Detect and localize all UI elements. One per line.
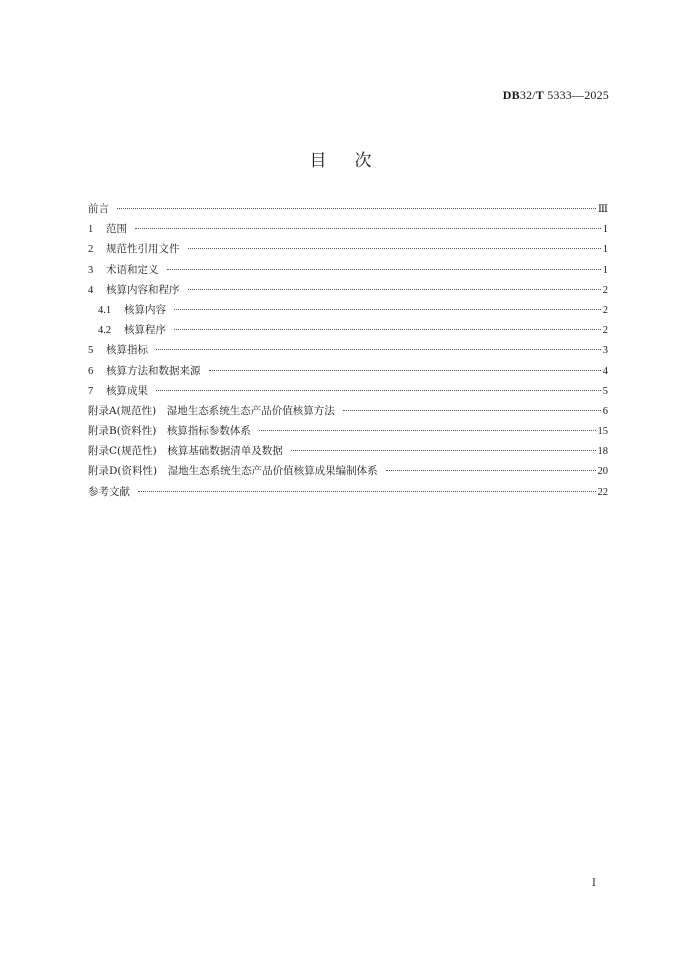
toc-dot-leader bbox=[188, 247, 601, 249]
toc-entry-appendix-d[interactable] bbox=[88, 461, 608, 481]
toc-entry-number: 3 bbox=[88, 264, 94, 276]
toc-entry-accounting-procedure[interactable] bbox=[88, 320, 608, 340]
toc-entry-indicators[interactable] bbox=[88, 340, 608, 360]
toc-entry-terms-definitions[interactable] bbox=[88, 260, 608, 280]
toc-entry-page: 4 bbox=[602, 365, 608, 377]
toc-entry-page: 1 bbox=[602, 224, 608, 236]
toc-entry-page: 15 bbox=[597, 426, 608, 438]
toc-entry-bibliography[interactable] bbox=[88, 482, 608, 502]
toc-entry-label: 范围 bbox=[106, 223, 127, 236]
toc-entry-label: 规范性引用文件 bbox=[106, 243, 180, 256]
toc-dot-leader bbox=[343, 409, 601, 411]
toc-entry-page: 5 bbox=[602, 385, 608, 397]
toc-entry-methods-data-sources[interactable] bbox=[88, 361, 608, 381]
toc-dot-leader bbox=[174, 308, 601, 310]
toc-entry-label: 核算方法和数据来源 bbox=[106, 364, 201, 377]
toc-entry-page: 6 bbox=[602, 405, 608, 417]
toc-entry-label: 核算内容和程序 bbox=[106, 283, 180, 296]
toc-dot-leader bbox=[209, 369, 601, 371]
toc-entry-label: 附录D(资料性) 湿地生态系统生态产品价值核算成果编制体系 bbox=[88, 465, 378, 478]
toc-entry-number: 1 bbox=[88, 224, 94, 236]
toc-entry-page: Ⅲ bbox=[597, 204, 608, 215]
toc-dot-leader bbox=[386, 469, 596, 471]
doc-code-number: 5333—2025 bbox=[544, 88, 609, 102]
toc-dot-leader bbox=[156, 348, 601, 350]
toc-dot-leader bbox=[156, 389, 601, 391]
toc-entry-label: 参考文献 bbox=[88, 485, 130, 498]
toc-entry-page: 2 bbox=[602, 325, 608, 337]
toc-entry-label: 术语和定义 bbox=[106, 263, 159, 276]
toc-entry-content-procedure[interactable] bbox=[88, 280, 608, 300]
toc-entry-appendix-b[interactable] bbox=[88, 421, 608, 441]
toc-dot-leader bbox=[259, 429, 596, 431]
doc-code-type: T bbox=[535, 88, 544, 102]
toc-entry-label: 核算成果 bbox=[106, 384, 148, 397]
toc-entry-page: 20 bbox=[597, 466, 608, 478]
toc-entry-label: 核算内容 bbox=[124, 303, 166, 316]
page-number: Ⅰ bbox=[592, 878, 596, 889]
toc-dot-leader bbox=[188, 288, 601, 290]
toc-entry-page: 2 bbox=[602, 304, 608, 316]
toc-entry-results[interactable] bbox=[88, 381, 608, 401]
toc-entry-label: 核算程序 bbox=[124, 324, 166, 337]
toc-entry-label: 前言 bbox=[88, 203, 109, 215]
toc-entry-appendix-a[interactable] bbox=[88, 401, 608, 421]
toc-title: 目次 bbox=[309, 151, 400, 171]
toc-dot-leader bbox=[135, 227, 601, 229]
doc-code-region: 32/ bbox=[519, 88, 536, 102]
toc-entry-number: 5 bbox=[88, 345, 94, 357]
toc-entry-page: 18 bbox=[597, 446, 608, 458]
table-of-contents bbox=[88, 199, 608, 502]
toc-entry-number: 4.1 bbox=[98, 304, 112, 316]
toc-entry-accounting-content[interactable] bbox=[88, 300, 608, 320]
toc-entry-number: 4 bbox=[88, 284, 94, 296]
toc-dot-leader bbox=[174, 328, 601, 330]
toc-entry-page: 22 bbox=[597, 486, 608, 498]
toc-entry-number: 2 bbox=[88, 244, 94, 256]
toc-entry-label: 核算指标 bbox=[106, 344, 148, 357]
toc-entry-page: 2 bbox=[602, 284, 608, 296]
toc-entry-page: 1 bbox=[602, 244, 608, 256]
toc-entry-normative-references[interactable] bbox=[88, 239, 608, 259]
toc-entry-page: 1 bbox=[602, 264, 608, 276]
toc-entry-scope[interactable] bbox=[88, 219, 608, 239]
toc-dot-leader bbox=[291, 449, 596, 451]
toc-dot-leader bbox=[117, 207, 596, 209]
toc-entry-label: 附录A(规范性) 湿地生态系统生态产品价值核算方法 bbox=[88, 404, 335, 417]
toc-entry-number: 7 bbox=[88, 385, 94, 397]
toc-entry-page: 3 bbox=[602, 345, 608, 357]
toc-entry-label: 附录C(规范性) 核算基础数据清单及数据 bbox=[88, 445, 283, 458]
toc-dot-leader bbox=[138, 490, 596, 492]
toc-entry-number: 6 bbox=[88, 365, 94, 377]
toc-entry-label: 附录B(资料性) 核算指标参数体系 bbox=[88, 425, 251, 438]
toc-entry-appendix-c[interactable] bbox=[88, 441, 608, 461]
toc-entry-number: 4.2 bbox=[98, 325, 112, 337]
toc-entry-preface[interactable] bbox=[88, 199, 608, 219]
document-code bbox=[503, 88, 609, 103]
toc-dot-leader bbox=[167, 268, 601, 270]
doc-code-prefix: DB bbox=[502, 88, 520, 102]
